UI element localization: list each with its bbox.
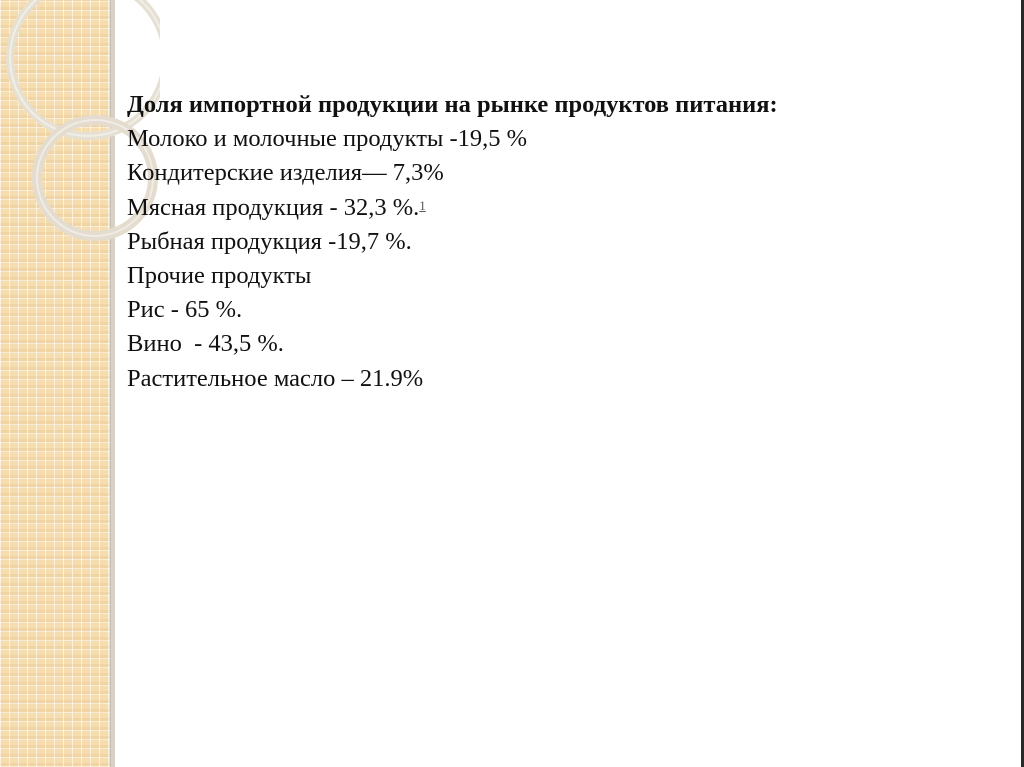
item-rice: Рис - 65 %. bbox=[127, 296, 243, 324]
footnote-link[interactable]: 1 bbox=[419, 197, 426, 213]
item-vegetable-oil: Растительное масло – 21.9% bbox=[127, 364, 424, 392]
item-meat bbox=[127, 191, 987, 225]
item-dairy: Молоко и молочные продукты -19,5 % bbox=[127, 125, 528, 153]
slide-content bbox=[127, 88, 987, 396]
slide-heading: Доля импортной продукции на рынке продуктов питания: bbox=[127, 91, 778, 118]
item-fish: Рыбная продукция -19,7 %. bbox=[127, 227, 412, 255]
item-confectionery: Кондитерские изделия— 7,3% bbox=[127, 159, 444, 187]
item-other-products: Прочие продукты bbox=[127, 262, 312, 290]
item-meat-text: Мясная продукция - 32,3 %. bbox=[127, 193, 420, 221]
item-wine: Вино - 43,5 %. bbox=[127, 330, 284, 358]
